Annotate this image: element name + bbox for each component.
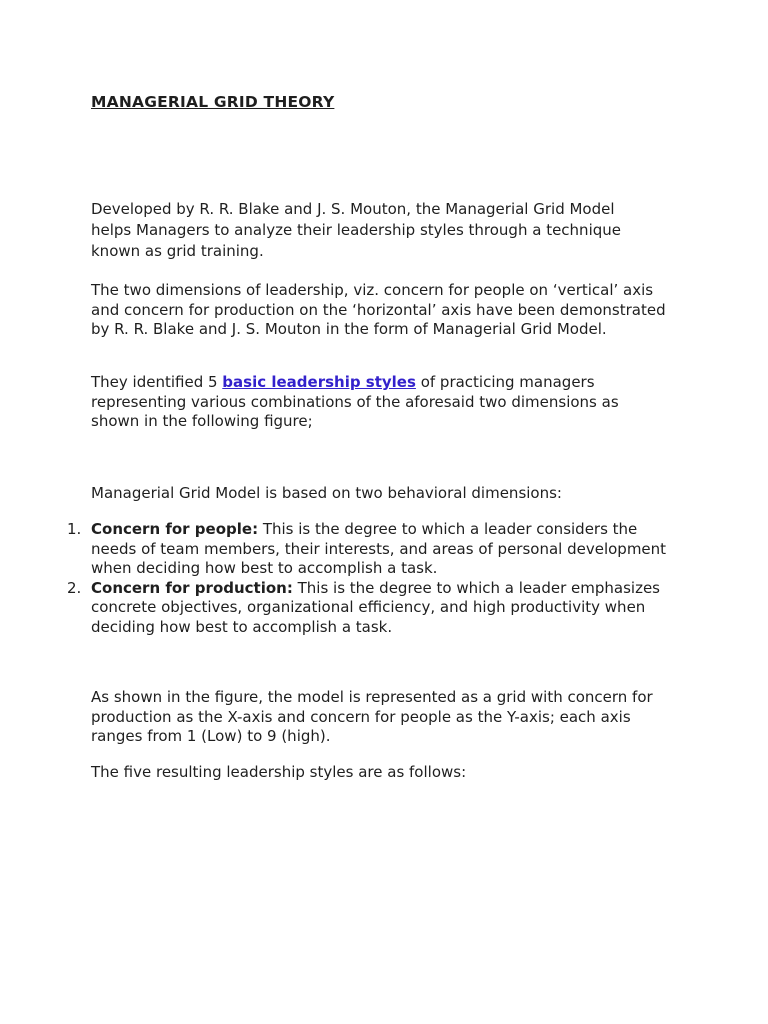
dimensions-paragraph: The two dimensions of leadership, viz. concern for people on ‘vertical’ axis and concern for production on the ‘horizontal’ axis have been demonstrated by R. R. Blake and J. S. Mouton in the form of Managerial Grid Model. [91, 281, 666, 338]
styles-paragraph-after: of practicing managers representing various combinations of the aforesaid two dimensions as shown in the following figure; [91, 373, 619, 430]
list-item-number: 2. [67, 578, 82, 597]
list-item-term: Concern for production: [91, 578, 293, 597]
list-item-text: This is the degree to which a leader emphasizes concrete objectives, organizational efficiency, and high productivity when deciding how best to accomplish a task. [91, 578, 661, 636]
styles-paragraph-before: They identified 5 [91, 373, 223, 391]
document-title: MANAGERIAL GRID THEORY [91, 93, 335, 111]
dimensions-list [67, 520, 671, 637]
behavioral-dimensions-intro: Managerial Grid Model is based on two behavioral dimensions: [91, 484, 562, 502]
list-item-number: 1. [67, 520, 82, 538]
styles-paragraph [91, 373, 671, 432]
five-styles-intro: The five resulting leadership styles are as follows: [91, 763, 467, 781]
list-item [67, 520, 671, 579]
list-item [67, 578, 671, 638]
basic-leadership-styles-link[interactable]: basic leadership styles [222, 373, 416, 391]
grid-axes-paragraph: As shown in the figure, the model is represented as a grid with concern for production as the X-axis and concern for people as the Y-axis; each axis ranges from 1 (Low) to 9 (high). [91, 688, 653, 745]
intro-paragraph: Developed by R. R. Blake and J. S. Mouton, the Managerial Grid Model helps Managers to analyze their leadership styles through a technique known as grid training. [91, 200, 621, 260]
list-item-text: This is the degree to which a leader considers the needs of team members, their interests, and areas of personal development when deciding how best to accomplish a task. [91, 520, 667, 577]
list-item-term: Concern for people: [91, 520, 259, 538]
